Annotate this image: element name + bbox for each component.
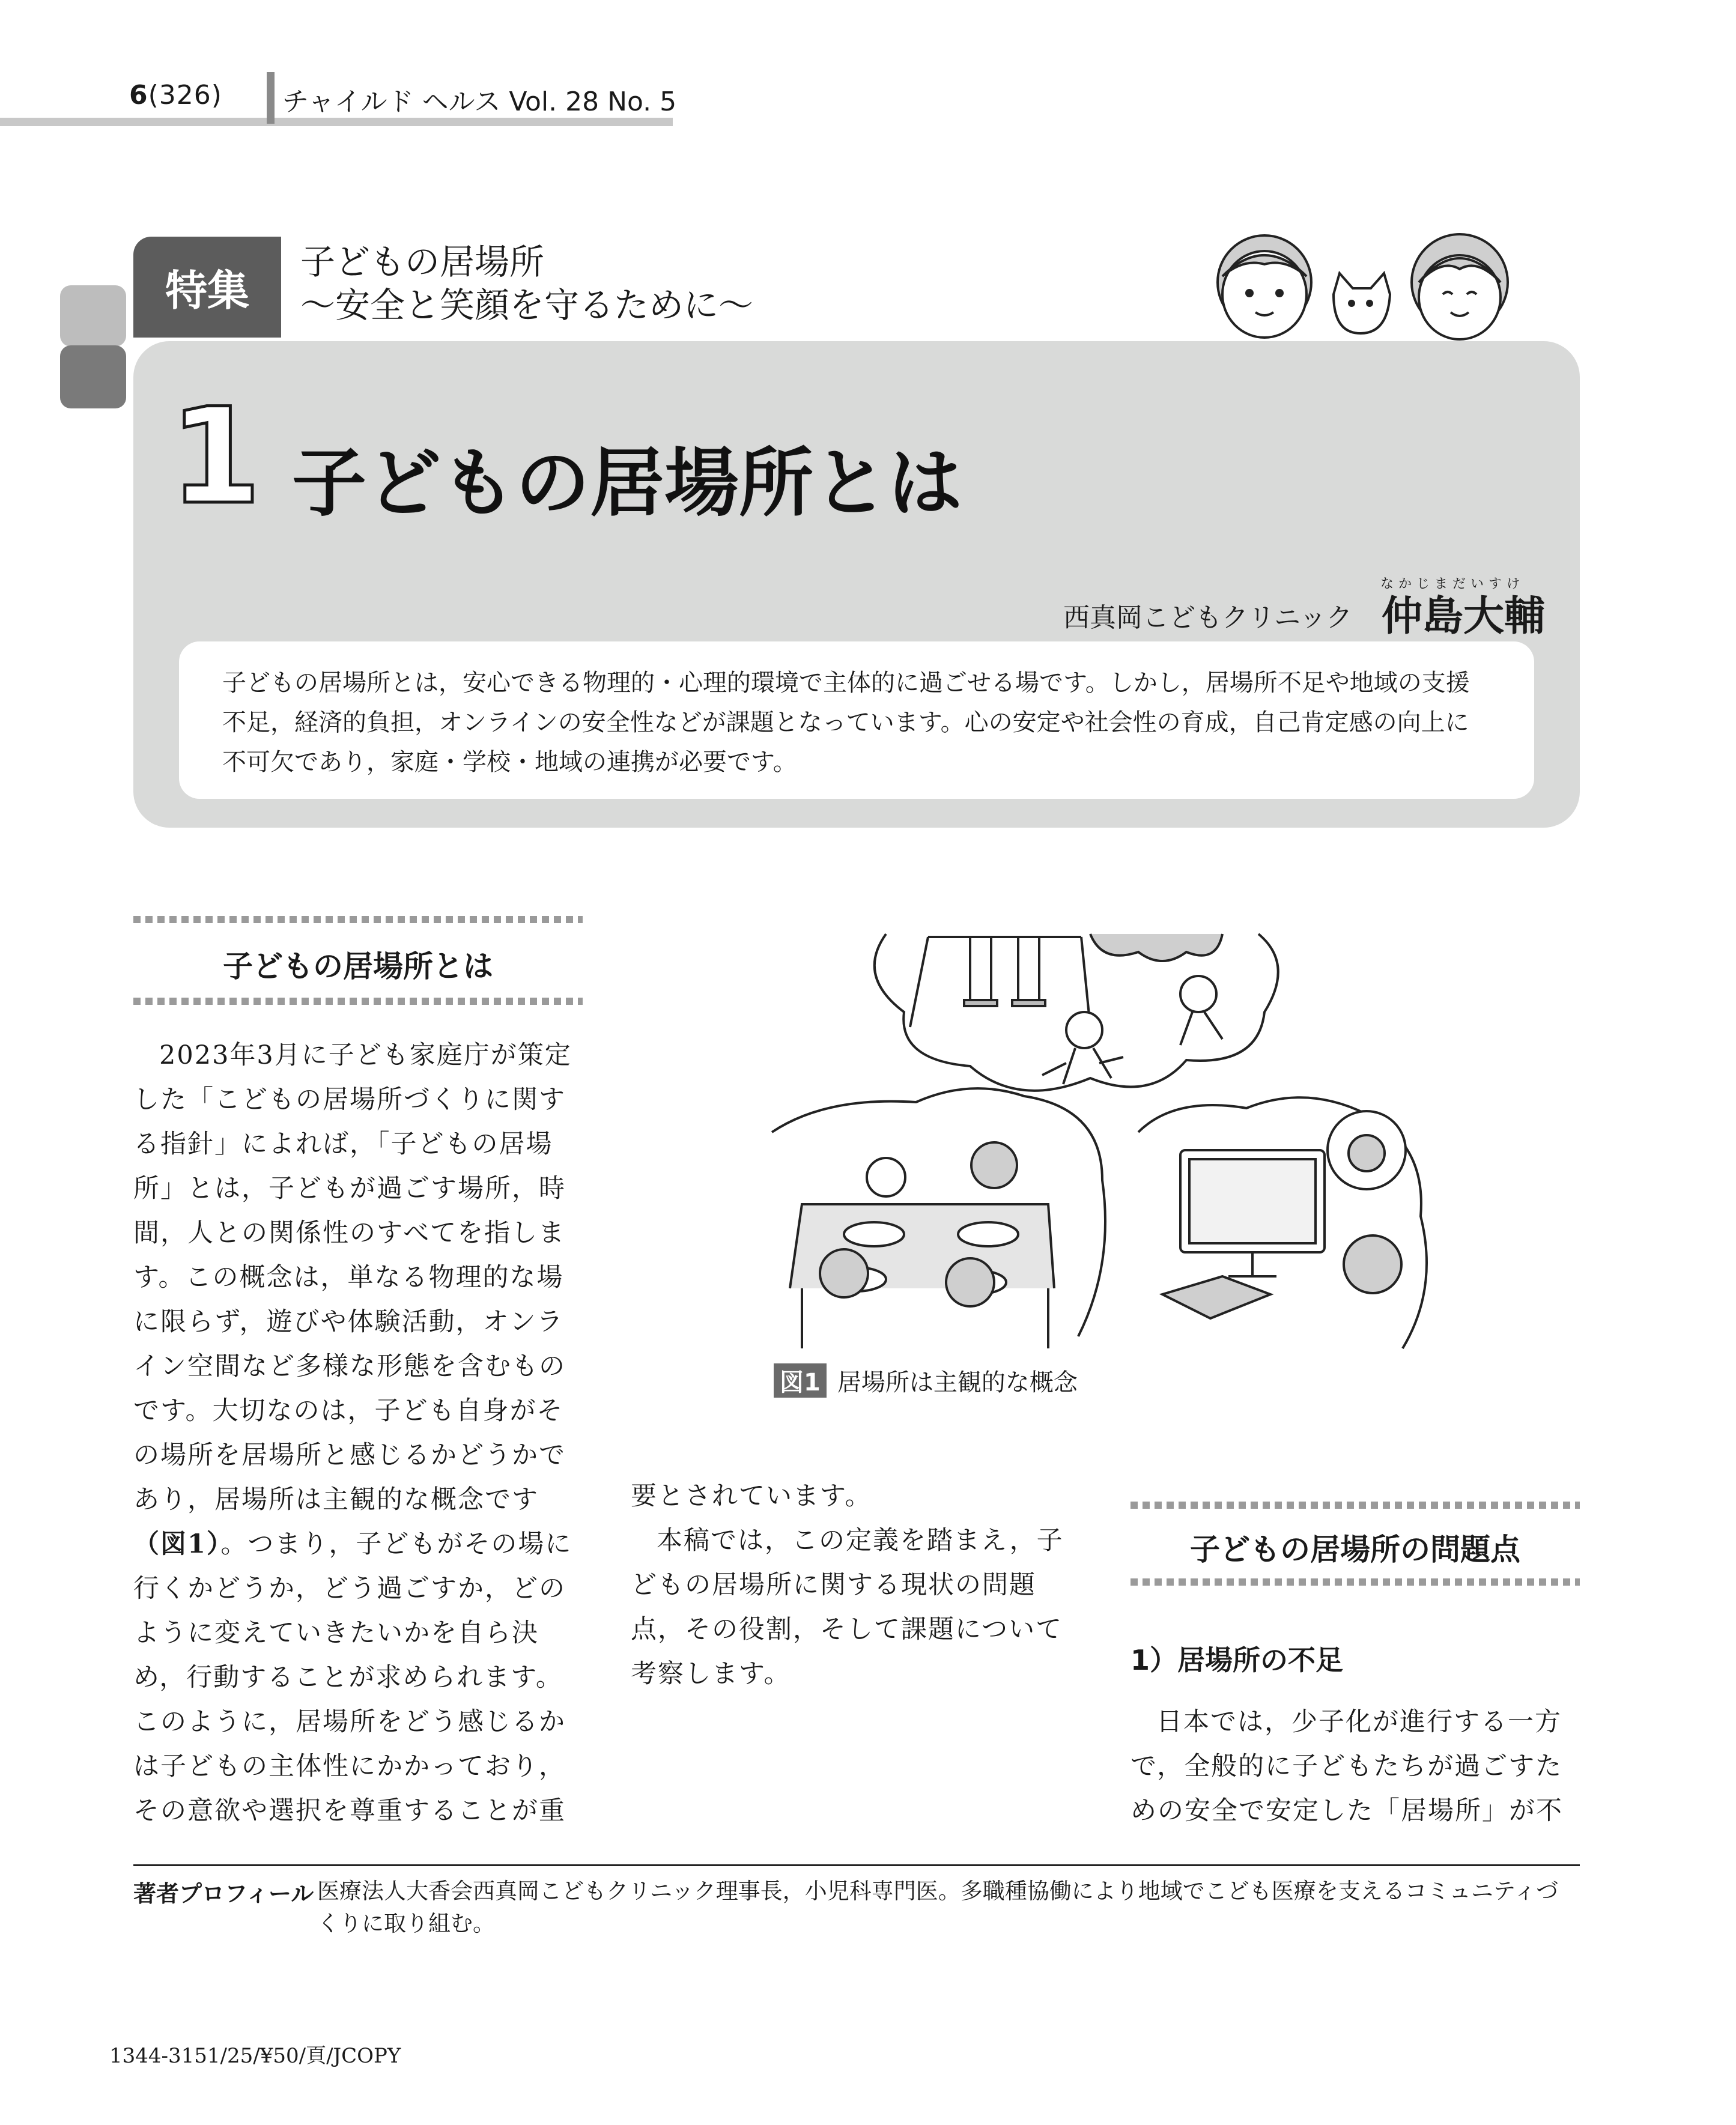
dotted-rule [1131, 1502, 1580, 1509]
dotted-rule [133, 916, 583, 923]
profile-text: 医療法人大香会西真岡こどもクリニック理事長，小児科専門医。多職種協働により地域でこども医療を支えるコミュニティづくりに取り組む。 [317, 1878, 1559, 1936]
footer-issn: 1344-3151/25/¥50/頁/JCOPY [109, 2044, 401, 2068]
body-column-2 [631, 1474, 1084, 1696]
author-affiliation: 西真岡こどもクリニック [1063, 602, 1353, 633]
author-ruby: なかじまだいすけ [1380, 577, 1525, 592]
body-paragraph: 本稿では，この定義を踏まえ，子どもの居場所に関する現状の問題点，その役割，そして課題について考察します。 [631, 1526, 1064, 1689]
special-badge: 特集 [133, 237, 281, 338]
author-name: 仲島大輔 [1382, 593, 1546, 640]
special-title-main: 子どもの居場所 [300, 241, 545, 282]
body-column-1 [133, 1033, 584, 1833]
section-heading-1 [133, 916, 583, 1012]
article-number: 1 [169, 380, 262, 533]
figure-1-illustration [766, 928, 1445, 1360]
dotted-rule [133, 998, 583, 1005]
profile-rule [133, 1864, 1580, 1866]
figure-label: 図1 [774, 1363, 827, 1398]
profile-label: 著者プロフィール [133, 1881, 314, 1907]
decor-square-light [60, 285, 126, 347]
subsection-title: 1）居場所の不足 [1131, 1644, 1344, 1676]
special-title [300, 240, 753, 327]
section-heading-2 [1131, 1502, 1580, 1592]
abstract-box: 子どもの居場所とは，安心できる物理的・心理的環境で主体的に過ごせる場です。しかし，居場所不足や地域の支援不足，経済的負担，オンラインの安全性などが課題となっています。心の安定や社会性の育成，自己肯定感の向上に不可欠であり，家庭・学校・地域の連携が必要です。 [179, 641, 1534, 799]
page-number: 6(326) [129, 80, 222, 111]
special-title-sub: 〜安全と笑顔を守るために〜 [300, 285, 754, 326]
figure-caption [774, 1363, 1078, 1398]
body-paragraph: 2023年3月に子ども家庭庁が策定した「こどもの居場所づくりに関する指針」によれば，「子どもの居場所」とは，子どもが過ごす場所，時間，人との関係性のすべてを指します。この概念は，単なる物理的な場に限らず，遊びや体験活動，オンライン空間など多様な形態を含むものです。大切なのは，子ども自身がその場所を居場所と感じるかどうかであり，居場所は主観的な概念です（図1）。つまり，子どもがその場に行くかどうか，どう過ごすか，どのように変えていきたいかを自ら決め，行動することが求められます。このように，居場所をどう感じるかは子どもの主体性にかかっており，その意欲や選択を尊重することが重 [133, 1040, 572, 1826]
body-paragraph: 要とされています。 [631, 1481, 872, 1511]
body-column-3 [1131, 1700, 1581, 1833]
header-separator [267, 72, 275, 124]
characters-illustration [1195, 222, 1532, 342]
dotted-rule [1131, 1578, 1580, 1586]
section-title: 子どもの居場所の問題点 [1190, 1532, 1520, 1567]
body-paragraph: 日本では，少子化が進行する一方で，全般的に子どもたちが過ごすための安全で安定した「居場所」が不 [1131, 1707, 1563, 1826]
article-title: 子どもの居場所とは [292, 440, 963, 527]
section-title: 子どもの居場所とは [223, 949, 493, 984]
header-rule [0, 118, 673, 126]
decor-square-dark [60, 345, 126, 408]
figure-reference: （図1） [133, 1529, 221, 1559]
figure-caption-text: 居場所は主観的な概念 [837, 1369, 1078, 1396]
journal-title: チャイルド ヘルス Vol. 28 No. 5 [282, 86, 677, 117]
